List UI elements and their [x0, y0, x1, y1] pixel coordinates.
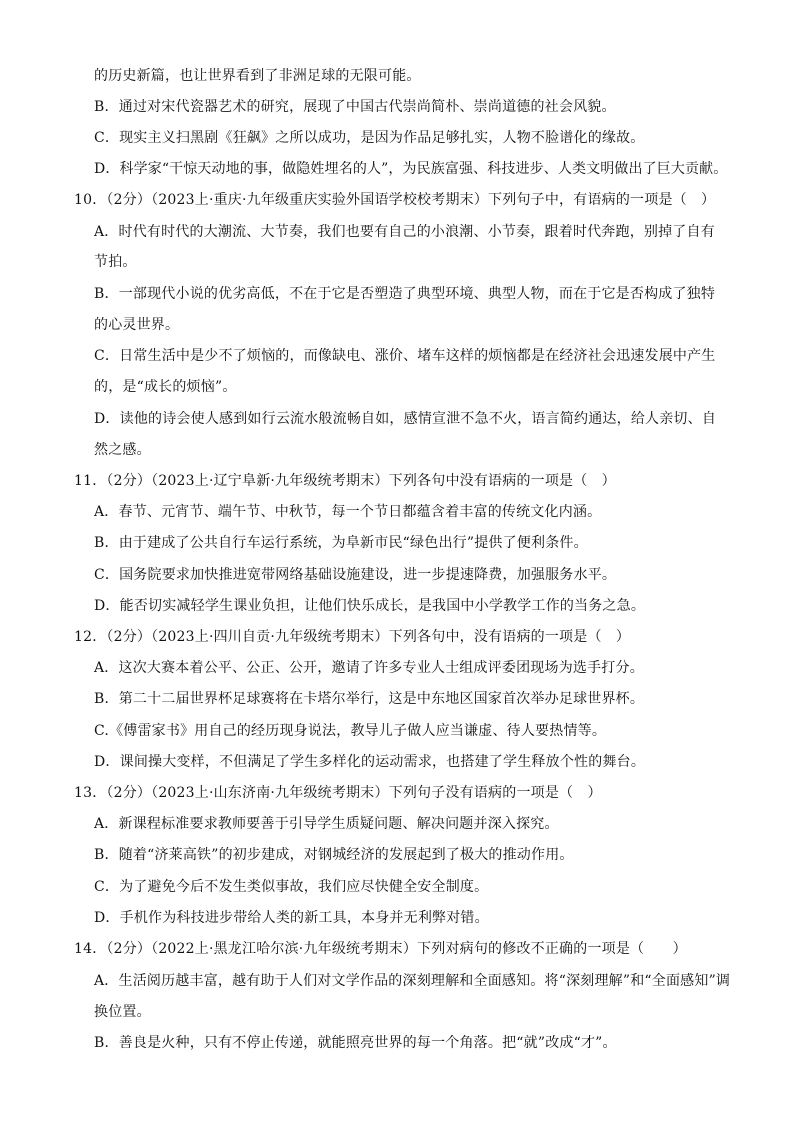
q12-option-d: D．课间操大变样，不但满足了学生多样化的运动需求，也搭建了学生释放个性的舞台。 [94, 754, 646, 770]
q10-option-b-line1: B．一部现代小说的优劣高低，不在于它是否塑造了典型环境、典型人物，而在于它是否构成了独特 [94, 286, 716, 302]
q10-option-d-line1: D．读他的诗会使人感到如行云流水般流畅自如，感情宣泄不急不火，语言简约通达，给人亲切、自 [94, 411, 717, 427]
q11-option-a: A．春节、元宵节、端午节、中秋节，每一个节日都蕴含着丰富的传统文化内涵。 [94, 504, 602, 520]
option-b: B．通过对宋代瓷器艺术的研究，展现了中国古代崇尚简朴、崇尚道德的社会风貌。 [94, 99, 616, 115]
q11-option-c: C．国务院要求加快推进宽带网络基础设施建设，进一步提速降费，加强服务水平。 [94, 567, 617, 583]
q13-option-c: C．为了避免今后不发生类似事故，我们应尽快健全安全制度。 [94, 879, 489, 895]
q11-option-b: B．由于建成了公共自行车运行系统，为阜新市民“绿色出行”提供了便利条件。 [94, 535, 588, 551]
q10-option-c-line2: 的，是“成长的烦恼”。 [94, 379, 237, 395]
option-d: D．科学家“干惊天动地的事，做隐姓埋名的人”，为民族富强、科技进步、人类文明做出了巨大贡献。 [94, 161, 728, 177]
question-14-stem: 14．（2分）（2022上·黑龙江哈尔滨·九年级统考期末）下列对病句的修改不正确的一项是（ ） [74, 941, 687, 957]
q12-option-c: C.《傅雷家书》用自己的经历现身说法，教导儿子做人应当谦虚、待人要热情等。 [94, 723, 607, 739]
question-13-stem: 13．（2分）（2023上·山东济南·九年级统考期末）下列句子没有语病的一项是（ ） [74, 785, 602, 801]
q13-option-a: A．新课程标准要求教师要善于引导学生质疑问题、解决问题并深入探究。 [94, 816, 559, 832]
q10-option-a-line1: A．时代有时代的大潮流、大节奏，我们也要有自己的小浪潮、小节奏，跟着时代奔跑，别掉了自有 [94, 224, 715, 240]
q12-option-a: A．这次大赛本着公平、公正、公开，邀请了许多专业人士组成评委团现场为选手打分。 [94, 660, 644, 676]
q13-option-b: B．随着“济莱高铁”的初步建成，对钢城经济的发展起到了极大的推动作用。 [94, 847, 574, 863]
q14-option-a-line1: A．生活阅历越丰富，越有助于人们对文学作品的深刻理解和全面感知。将“深刻理解”和“全面感知”调 [94, 973, 731, 989]
q10-option-a-line2: 节拍。 [94, 254, 137, 270]
option-continuation: 的历史新篇，也让世界看到了非洲足球的无限可能。 [94, 68, 421, 84]
q14-option-a-line2: 换位置。 [94, 1004, 151, 1020]
q12-option-b: B．第二十二届世界杯足球赛将在卡塔尔举行，这是中东地区国家首次举办足球世界杯。 [94, 691, 645, 707]
question-10-stem: 10．（2分）（2023上·重庆·九年级重庆实验外国语学校校考期末）下列句子中，有语病的一项是（ ） [74, 192, 716, 208]
q13-option-d: D．手机作为科技进步带给人类的新工具，本身并无利弊对错。 [94, 910, 489, 926]
q10-option-b-line2: 的心灵世界。 [94, 317, 180, 333]
question-12-stem: 12．（2分）（2023上·四川自贡·九年级统考期末）下列各句中，没有语病的一项是（ ） [74, 629, 631, 645]
q10-option-c-line1: C．日常生活中是少不了烦恼的，而像缺电、涨价、堵车这样的烦恼都是在经济社会迅速发展中产生 [94, 348, 716, 364]
q11-option-d: D．能否切实减轻学生课业负担，让他们快乐成长，是我国中小学教学工作的当务之急。 [94, 598, 646, 614]
q14-option-b: B．善良是火种，只有不停止传递，就能照亮世界的每一个角落。把“就”改成“才”。 [94, 1035, 617, 1051]
option-c: C．现实主义扫黑剧《狂飙》之所以成功，是因为作品足够扎实，人物不脸谱化的缘故。 [94, 130, 645, 146]
question-11-stem: 11．（2分）（2023上·辽宁阜新·九年级统考期末）下列各句中没有语病的一项是（ ） [74, 473, 616, 489]
q10-option-d-line2: 然之感。 [94, 442, 151, 458]
